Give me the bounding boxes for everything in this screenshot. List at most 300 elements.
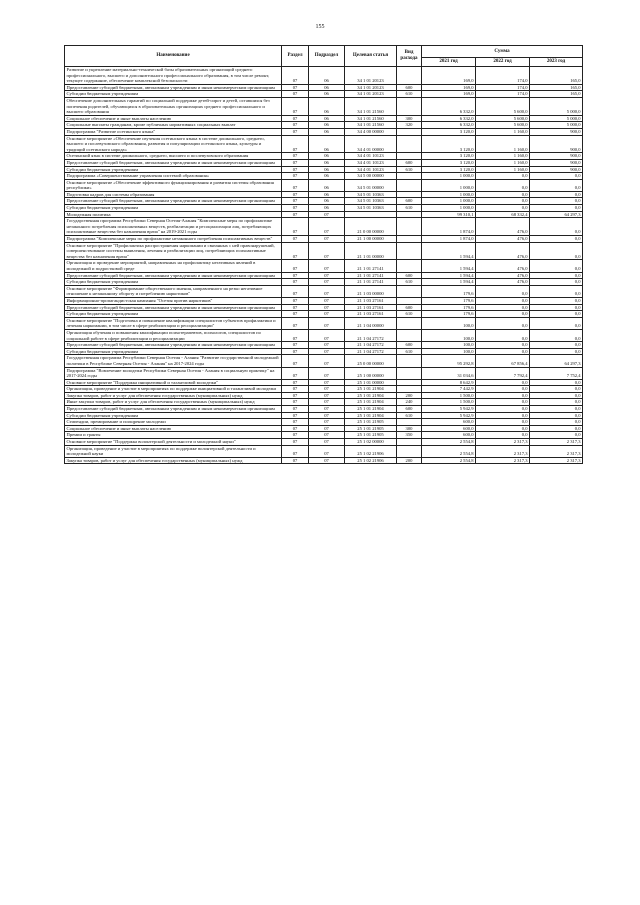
row-2023: 0,0 — [530, 399, 583, 406]
row-name: Социальные выплаты гражданам, кроме публичных нормативных социальных выплат — [65, 122, 282, 129]
row-2022: 476,0 — [476, 242, 530, 260]
header-2022: 2022 год — [476, 58, 530, 67]
row-section: 07 — [282, 91, 309, 98]
row-section: 07 — [282, 432, 309, 439]
row-target: 34 4 00 00000 — [345, 128, 397, 135]
row-type — [397, 236, 422, 243]
row-2021: 169,0 — [422, 67, 476, 85]
row-2022: 5 600,0 — [476, 97, 530, 115]
row-2023: 900,0 — [530, 166, 583, 173]
table-row — [65, 97, 583, 115]
row-2021: 100,0 — [422, 342, 476, 349]
row-2022: 476,0 — [476, 272, 530, 279]
row-subsection: 07 — [309, 260, 345, 272]
table-row — [65, 445, 583, 457]
row-2021: 169,0 — [422, 84, 476, 91]
row-subsection: 06 — [309, 91, 345, 98]
row-2023: 7 752,4 — [530, 367, 583, 379]
row-subsection: 06 — [309, 115, 345, 122]
row-2022: 476,0 — [476, 279, 530, 286]
row-type: 610 — [397, 412, 422, 419]
table-row — [65, 122, 583, 129]
table-row — [65, 115, 583, 122]
row-subsection: 07 — [309, 329, 345, 341]
row-target: 34 5 01 10363 — [345, 198, 397, 205]
row-section: 07 — [282, 445, 309, 457]
row-name: Государственная программа Республики Северная Осетия-Алания "Комплексные меры по профилактике незаконного потребления психоактивных веществ, реабилитации и ресоциализации лиц, потребляющих психоактивные вещества без назначения врача" на 2019-2021 годы — [65, 218, 282, 236]
row-section: 07 — [282, 348, 309, 355]
table-row — [65, 179, 583, 191]
row-target: 25 1 02 21906 — [345, 445, 397, 457]
row-subsection: 06 — [309, 159, 345, 166]
row-name: Социальное обеспечение и иные выплаты населению — [65, 425, 282, 432]
row-2021: 1 000,0 — [422, 173, 476, 180]
row-2021: 1 500,0 — [422, 399, 476, 406]
row-2021: 100,0 — [422, 317, 476, 329]
row-target: 21 1 01 27141 — [345, 279, 397, 286]
row-target: 25 1 01 21904 — [345, 412, 397, 419]
row-2022: 7 792,4 — [476, 367, 530, 379]
row-section: 07 — [282, 242, 309, 260]
row-type: 600 — [397, 198, 422, 205]
row-2023: 0,0 — [530, 272, 583, 279]
row-2023: 900,0 — [530, 135, 583, 153]
row-2021: 100,0 — [422, 348, 476, 355]
row-2023: 0,0 — [530, 348, 583, 355]
page-number: 155 — [315, 24, 325, 30]
row-2022: 2 317,3 — [476, 457, 530, 464]
table-row — [65, 406, 583, 413]
row-subsection: 07 — [309, 297, 345, 304]
row-2023: 2 317,3 — [530, 439, 583, 446]
table-row — [65, 379, 583, 386]
row-target: 21 1 01 27141 — [345, 272, 397, 279]
row-2022: 0,0 — [476, 379, 530, 386]
row-target: 25 1 01 21904 — [345, 406, 397, 413]
row-name: Субсидии бюджетным учреждениям — [65, 205, 282, 212]
row-2021: 1 000,0 — [422, 191, 476, 198]
row-subsection: 07 — [309, 317, 345, 329]
row-name: Основное мероприятие "Поддержка волонтерской деятельности и молодежной науки" — [65, 439, 282, 446]
row-2022: 1 160,0 — [476, 153, 530, 160]
row-name: Предоставление субсидий бюджетным, автономным учреждениям и иным некоммерческим организациям — [65, 406, 282, 413]
header-subsection: Подраздел — [309, 46, 345, 67]
table-row — [65, 173, 583, 180]
table-row — [65, 425, 583, 432]
row-2021: 3 120,0 — [422, 166, 476, 173]
row-target: 25 1 01 21905 — [345, 425, 397, 432]
row-section: 07 — [282, 218, 309, 236]
header-sum: Сумма — [422, 46, 583, 58]
row-2021: 5 942,9 — [422, 406, 476, 413]
table-row — [65, 342, 583, 349]
row-type: 600 — [397, 159, 422, 166]
row-2021: 6 332,0 — [422, 115, 476, 122]
row-type — [397, 179, 422, 191]
header-type: Вид расхода — [397, 46, 422, 67]
row-name: Обеспечение дополнительных гарантий по социальной поддержке детей-сирот и детей, оставшихся без попечения родителей, обучающихся в образовательных организациях среднего профессионального и высшего образования — [65, 97, 282, 115]
row-2022: 476,0 — [476, 236, 530, 243]
row-target: 34 4 01 10123 — [345, 159, 397, 166]
row-name: Информационно-пропагандистская кампания "Осетия против наркотиков" — [65, 297, 282, 304]
row-2021: 1 594,4 — [422, 272, 476, 279]
row-target: 34 1 01 20123 — [345, 67, 397, 85]
table-row — [65, 412, 583, 419]
row-name: Субсидии бюджетным учреждениям — [65, 279, 282, 286]
row-2021: 3 120,0 — [422, 153, 476, 160]
row-target: 21 1 04 00000 — [345, 317, 397, 329]
row-subsection: 06 — [309, 191, 345, 198]
row-type — [397, 329, 422, 341]
row-subsection: 07 — [309, 304, 345, 311]
row-name: Стипендии, премирование и поощрение молодежи — [65, 419, 282, 426]
row-type — [397, 285, 422, 297]
row-target: 34 1 01 20123 — [345, 84, 397, 91]
row-name: Закупка товаров, работ и услуг для обеспечения государственных (муниципальных) нужд — [65, 392, 282, 399]
row-type — [397, 419, 422, 426]
row-type — [397, 128, 422, 135]
row-2022: 0,0 — [476, 191, 530, 198]
row-section: 07 — [282, 425, 309, 432]
row-2021: 1 000,0 — [422, 179, 476, 191]
row-type: 610 — [397, 279, 422, 286]
row-2023: 0,0 — [530, 279, 583, 286]
row-type: 300 — [397, 425, 422, 432]
row-name: Предоставление субсидий бюджетным, автономным учреждениям и иным некоммерческим организациям — [65, 342, 282, 349]
row-section: 07 — [282, 173, 309, 180]
row-2022: 0,0 — [476, 205, 530, 212]
row-name: Предоставление субсидий бюджетным, автономным учреждениям и иным некоммерческим организациям — [65, 304, 282, 311]
row-type: 350 — [397, 432, 422, 439]
row-name: Государственная программа Республики Северная Осетия - Алания "Развитие государственной молодежной политики в Республике Северная Осетия - Алания" на 2017-2024 годы — [65, 355, 282, 367]
row-subsection: 06 — [309, 67, 345, 85]
row-name: Премии и гранты — [65, 432, 282, 439]
table-row — [65, 211, 583, 218]
row-section: 07 — [282, 84, 309, 91]
row-section: 07 — [282, 329, 309, 341]
row-section: 07 — [282, 406, 309, 413]
row-2021: 3 120,0 — [422, 128, 476, 135]
header-2021: 2021 год — [422, 58, 476, 67]
row-2021: 100,0 — [422, 329, 476, 341]
row-name: Организация, проведение и участие в мероприятиях по поддержке инициативной и талантливой молодежи — [65, 386, 282, 393]
row-name: Основное мероприятие «Обеспечение эффективного функционирования и развития системы образования республики» — [65, 179, 282, 191]
header-2023: 2023 год — [530, 58, 583, 67]
row-2022: 0,0 — [476, 329, 530, 341]
row-2021: 179,6 — [422, 304, 476, 311]
row-type — [397, 191, 422, 198]
table-row — [65, 439, 583, 446]
row-2023: 165,0 — [530, 91, 583, 98]
row-type — [397, 355, 422, 367]
row-2023: 0,0 — [530, 218, 583, 236]
row-name: Подготовка кадров для системы образования — [65, 191, 282, 198]
table-row — [65, 159, 583, 166]
row-target: 21 1 04 27172 — [345, 348, 397, 355]
row-subsection: 06 — [309, 173, 345, 180]
row-2023: 900,0 — [530, 159, 583, 166]
row-2022: 0,0 — [476, 173, 530, 180]
table-row — [65, 218, 583, 236]
row-name: Подпрограмма "Развитие осетинского языка" — [65, 128, 282, 135]
row-section: 07 — [282, 457, 309, 464]
table-row — [65, 191, 583, 198]
row-type — [397, 260, 422, 272]
row-type — [397, 211, 422, 218]
table-body — [65, 67, 583, 464]
row-2021: 31 034,6 — [422, 367, 476, 379]
row-section: 07 — [282, 166, 309, 173]
row-subsection: 07 — [309, 342, 345, 349]
row-2023: 0,0 — [530, 412, 583, 419]
row-subsection: 06 — [309, 205, 345, 212]
row-target: 25 1 01 21905 — [345, 419, 397, 426]
row-2023: 0,0 — [530, 198, 583, 205]
row-name: Организация обучения и повышения квалификации психотерапевтов, психологов, специалистов по социальной работе в сфере реабилитации и ресоциализации — [65, 329, 282, 341]
row-type: 610 — [397, 91, 422, 98]
row-2023: 0,0 — [530, 329, 583, 341]
row-2022: 2 317,3 — [476, 439, 530, 446]
row-2021: 95 292,8 — [422, 355, 476, 367]
row-target: 34 5 00 00000 — [345, 173, 397, 180]
table-row — [65, 386, 583, 393]
table-row — [65, 91, 583, 98]
row-2021: 3 120,0 — [422, 135, 476, 153]
row-section: 07 — [282, 153, 309, 160]
table-row — [65, 392, 583, 399]
row-2021: 6 332,0 — [422, 97, 476, 115]
row-name: Субсидии бюджетным учреждениям — [65, 166, 282, 173]
row-target: 25 1 02 00000 — [345, 439, 397, 446]
row-2022: 0,0 — [476, 392, 530, 399]
row-target: 25 1 01 21904 — [345, 399, 397, 406]
row-subsection: 07 — [309, 236, 345, 243]
row-2022: 1 160,0 — [476, 128, 530, 135]
row-2021: 179,6 — [422, 285, 476, 297]
row-target: 21 1 03 27161 — [345, 311, 397, 318]
row-2021: 1 874,0 — [422, 218, 476, 236]
row-2022: 174,0 — [476, 91, 530, 98]
row-section: 07 — [282, 392, 309, 399]
row-2023: 0,0 — [530, 173, 583, 180]
row-type: 200 — [397, 457, 422, 464]
row-type — [397, 379, 422, 386]
row-name: Организация и проведение мероприятий, направленных на профилактику негативных явлений в молодежной и подростковой среде — [65, 260, 282, 272]
row-subsection: 07 — [309, 412, 345, 419]
table-row — [65, 260, 583, 272]
row-2021: 1 000,0 — [422, 205, 476, 212]
row-target: 21 1 01 00000 — [345, 242, 397, 260]
row-section: 07 — [282, 279, 309, 286]
row-2022: 174,0 — [476, 67, 530, 85]
row-type — [397, 386, 422, 393]
row-2021: 1 874,0 — [422, 236, 476, 243]
row-2022: 67 856,4 — [476, 355, 530, 367]
row-name: Основное мероприятие "Формирование общественного мнения, направленного на резко негативное отношение к незаконному обороту и потреблению наркотиков" — [65, 285, 282, 297]
row-subsection: 07 — [309, 285, 345, 297]
row-subsection: 07 — [309, 432, 345, 439]
row-2023: 0,0 — [530, 392, 583, 399]
row-type: 600 — [397, 406, 422, 413]
row-name: Субсидии бюджетным учреждениям — [65, 412, 282, 419]
row-2023: 0,0 — [530, 297, 583, 304]
row-subsection: 06 — [309, 128, 345, 135]
row-target: 34 4 01 10123 — [345, 166, 397, 173]
row-2023: 900,0 — [530, 128, 583, 135]
row-2022: 2 317,3 — [476, 445, 530, 457]
table-row — [65, 317, 583, 329]
row-2022: 0,0 — [476, 425, 530, 432]
table-row — [65, 84, 583, 91]
table-row — [65, 348, 583, 355]
row-2022: 0,0 — [476, 198, 530, 205]
row-2022: 0,0 — [476, 386, 530, 393]
row-name: Субсидии бюджетным учреждениям — [65, 348, 282, 355]
row-target: 25 0 00 00000 — [345, 355, 397, 367]
row-section: 07 — [282, 179, 309, 191]
row-target: 21 1 03 27161 — [345, 304, 397, 311]
row-subsection: 07 — [309, 272, 345, 279]
table-row — [65, 432, 583, 439]
row-type — [397, 317, 422, 329]
row-2022: 0,0 — [476, 304, 530, 311]
row-name: Молодежная политика — [65, 211, 282, 218]
table-row — [65, 297, 583, 304]
table-row — [65, 457, 583, 464]
row-2022: 68 332,4 — [476, 211, 530, 218]
row-2021: 169,0 — [422, 91, 476, 98]
row-2023: 2 317,3 — [530, 445, 583, 457]
row-section: 07 — [282, 304, 309, 311]
row-target: 21 1 00 00000 — [345, 236, 397, 243]
row-section: 07 — [282, 115, 309, 122]
row-name: Предоставление субсидий бюджетным, автономным учреждениям и иным некоммерческим организациям — [65, 272, 282, 279]
row-2021: 1 000,0 — [422, 198, 476, 205]
row-section: 07 — [282, 135, 309, 153]
row-2021: 5 942,9 — [422, 412, 476, 419]
row-2022: 0,0 — [476, 399, 530, 406]
row-2023: 0,0 — [530, 304, 583, 311]
row-section: 07 — [282, 412, 309, 419]
row-2021: 600,0 — [422, 432, 476, 439]
row-2023: 0,0 — [530, 425, 583, 432]
row-subsection: 07 — [309, 386, 345, 393]
row-type — [397, 218, 422, 236]
table-row — [65, 242, 583, 260]
row-name: Основное мероприятие "Поддержка инициативной и талантливой молодежи" — [65, 379, 282, 386]
row-name: Развитие и укрепление материально-технической базы образовательных организаций среднего профессионального, высшего и дополнительного профессионального образования, в том числе ремонт, текущее содержание, обеспечение комплексной безопасности — [65, 67, 282, 85]
row-subsection: 07 — [309, 399, 345, 406]
row-subsection: 06 — [309, 179, 345, 191]
row-2021: 1 594,4 — [422, 260, 476, 272]
row-target: 21 1 01 27141 — [345, 260, 397, 272]
row-name: Предоставление субсидий бюджетным, автономным учреждениям и иным некоммерческим организациям — [65, 159, 282, 166]
row-subsection: 07 — [309, 457, 345, 464]
row-subsection: 07 — [309, 311, 345, 318]
row-2021: 3 120,0 — [422, 159, 476, 166]
header-section: Раздел — [282, 46, 309, 67]
table-row — [65, 153, 583, 160]
row-2023: 0,0 — [530, 242, 583, 260]
row-2023: 0,0 — [530, 236, 583, 243]
row-type: 610 — [397, 348, 422, 355]
row-2022: 0,0 — [476, 342, 530, 349]
row-2023: 0,0 — [530, 179, 583, 191]
row-name: Субсидии бюджетным учреждениям — [65, 91, 282, 98]
row-2023: 0,0 — [530, 379, 583, 386]
row-subsection: 07 — [309, 419, 345, 426]
row-type — [397, 135, 422, 153]
row-2021: 6 332,0 — [422, 122, 476, 129]
row-section: 07 — [282, 355, 309, 367]
row-2023: 0,0 — [530, 342, 583, 349]
row-name: Закупка товаров, работ и услуг для обеспечения государственных (муниципальных) нужд — [65, 457, 282, 464]
row-section: 07 — [282, 198, 309, 205]
row-2023: 0,0 — [530, 191, 583, 198]
row-2021: 600,0 — [422, 419, 476, 426]
table-row — [65, 205, 583, 212]
row-section: 07 — [282, 122, 309, 129]
row-section: 07 — [282, 260, 309, 272]
table-row — [65, 367, 583, 379]
row-subsection: 07 — [309, 406, 345, 413]
row-name: Подпрограмма "Вовлечение молодежи Республики Северная Осетия - Алания в социальную практику" на 2017-2024 годы — [65, 367, 282, 379]
row-target: 25 1 01 21904 — [345, 386, 397, 393]
row-subsection: 07 — [309, 242, 345, 260]
row-type: 610 — [397, 205, 422, 212]
row-type: 600 — [397, 304, 422, 311]
row-type: 600 — [397, 84, 422, 91]
row-2022: 0,0 — [476, 317, 530, 329]
row-subsection: 07 — [309, 379, 345, 386]
row-section: 07 — [282, 205, 309, 212]
row-2023: 64 297,3 — [530, 211, 583, 218]
row-target: 34 1 01 21560 — [345, 122, 397, 129]
row-type: 610 — [397, 311, 422, 318]
row-section: 07 — [282, 439, 309, 446]
row-target: 34 1 01 21560 — [345, 97, 397, 115]
row-2022: 0,0 — [476, 179, 530, 191]
row-type — [397, 173, 422, 180]
table-row — [65, 329, 583, 341]
row-target: 21 1 03 27161 — [345, 297, 397, 304]
row-subsection: 06 — [309, 122, 345, 129]
row-target: 34 5 01 10363 — [345, 191, 397, 198]
row-subsection: 06 — [309, 166, 345, 173]
row-name: Осетинский язык в системе дошкольного, среднего, высшего и послевузовского образования — [65, 153, 282, 160]
row-2021: 7 442,9 — [422, 386, 476, 393]
row-type — [397, 97, 422, 115]
row-target: 34 4 01 10123 — [345, 153, 397, 160]
row-subsection: 07 — [309, 218, 345, 236]
row-section: 07 — [282, 236, 309, 243]
row-section: 07 — [282, 191, 309, 198]
row-2023: 5 000,0 — [530, 122, 583, 129]
row-name: Подпрограмма «Совершенствование управления системой образования» — [65, 173, 282, 180]
row-subsection: 07 — [309, 445, 345, 457]
row-2022: 476,0 — [476, 218, 530, 236]
row-subsection: 06 — [309, 97, 345, 115]
row-2021: 1 500,0 — [422, 392, 476, 399]
row-2021: 600,0 — [422, 425, 476, 432]
row-2021: 1 594,4 — [422, 279, 476, 286]
row-target: 21 1 04 27172 — [345, 342, 397, 349]
row-target: 25 1 01 21905 — [345, 432, 397, 439]
table-row — [65, 355, 583, 367]
row-target — [345, 211, 397, 218]
row-subsection: 06 — [309, 153, 345, 160]
row-target: 34 5 01 10363 — [345, 205, 397, 212]
